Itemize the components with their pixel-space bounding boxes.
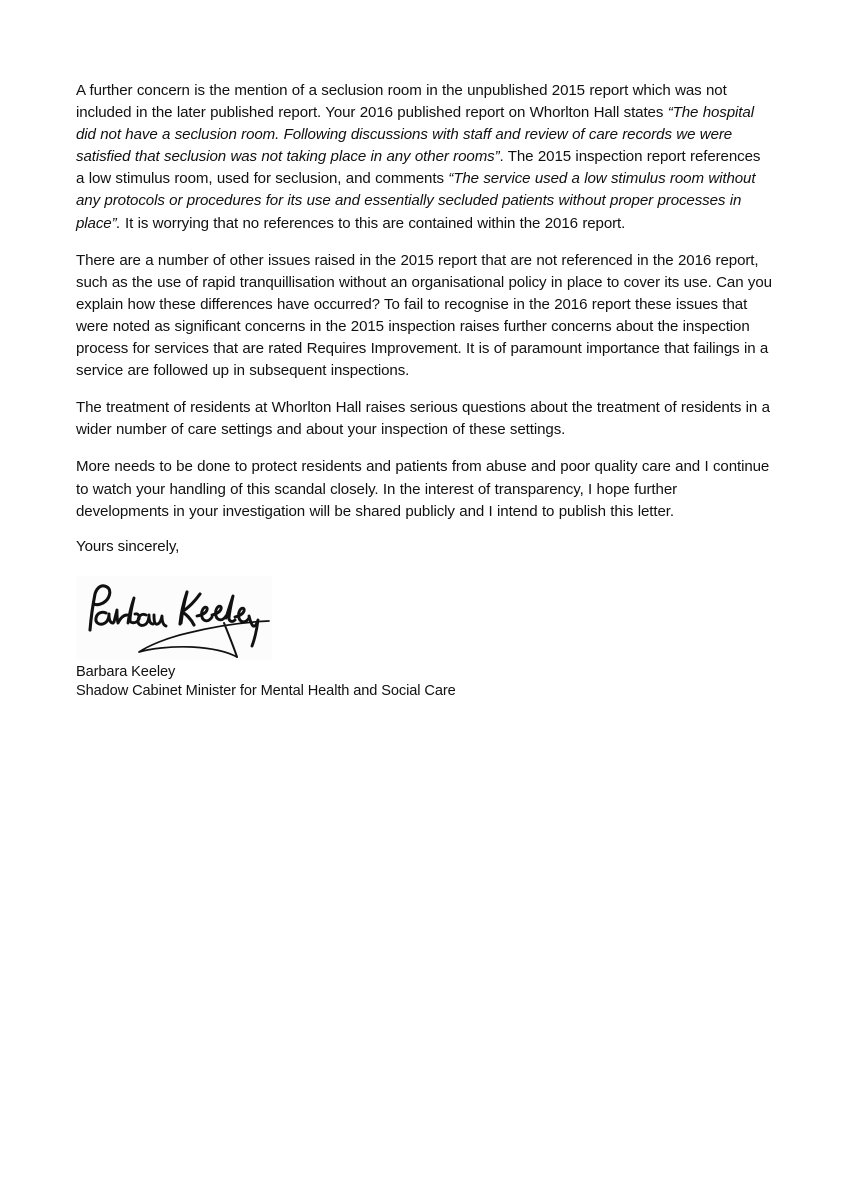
paragraph-1-run-2: . The 2015 inspection report references a low stimulus room, used for seclusion, and comments [76, 148, 761, 188]
paragraph-4-run-1: More needs to be done to protect residents and patients from abuse and poor quality care and I continue to watch your handling of this scandal closely. In the interest of transparency, I hope further developments in your investigation will be shared publicly and I intend to publish this letter. [76, 458, 770, 520]
paragraph-2-run-1: There are a number of other issues raised in the 2015 report that are not referenced in the 2016 report, such as the use of rapid tranquillisation without an organisational policy in place to cover its use. Can you explain how these differences have occurred? To fail to recognise in the 2016 report these issues that were noted as significant concerns in the 2015 inspection raises further concerns about the inspection process for services that are rated Requires Improvement. It is of paramount importance that failings in a service are followed up in subsequent inspections. [76, 251, 772, 380]
paragraph-1-quote-2: “The service used a low stimulus room without any protocols or procedures for its use and essentially secluded patients without proper processes in place”. [76, 170, 756, 232]
signature-image [76, 576, 272, 660]
paragraph-1-run-1: A further concern is the mention of a seclusion room in the unpublished 2015 report which was not included in the later published report. Your 2016 published report on Whorlton Hall states [76, 82, 727, 122]
paragraph-3 [76, 397, 772, 441]
paragraph-1-quote-1: “The hospital did not have a seclusion room. Following discussions with staff and review of care records we were satisfied that seclusion was not taking place in any other rooms” [76, 104, 754, 166]
paragraph-2 [76, 250, 772, 383]
paragraph-3-run-1: The treatment of residents at Whorlton Hall raises serious questions about the treatment of residents in a wider number of care settings and about your inspection of these settings. [76, 399, 770, 439]
paragraph-1-run-3: It is worrying that no references to this are contained within the 2016 report. [120, 214, 626, 232]
valediction: Yours sincerely, [76, 538, 180, 555]
signatory-title: Shadow Cabinet Minister for Mental Health and Social Care [76, 683, 456, 699]
paragraph-4 [76, 456, 772, 522]
letter-body [76, 80, 772, 523]
signatory-name: Barbara Keeley [76, 664, 176, 680]
paragraph-1 [76, 80, 772, 235]
closing-block [76, 663, 456, 701]
